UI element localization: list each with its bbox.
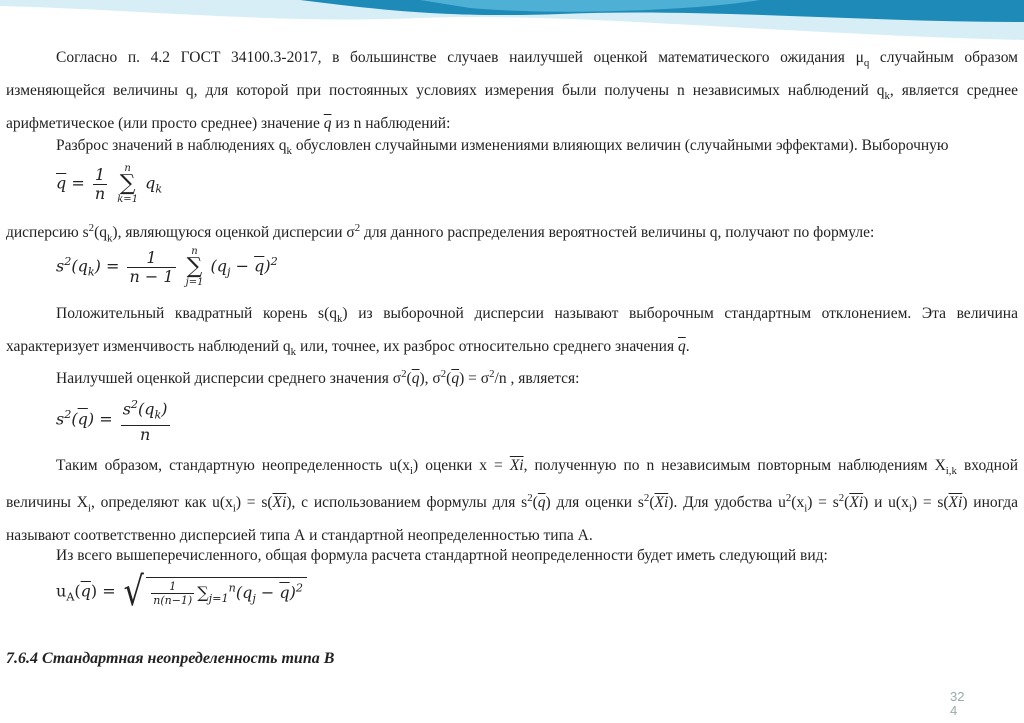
paragraph-2: Разброс значений в наблюдениях $q_k$ обусловлен случайными изменениями влияющих величин (случайными эффектами). Выборочную [56,137,949,158]
formula-uncertainty-type-a: $u_A(\overline{q})$ = √ $\frac{1}{n(n-1)}$ $\sum_{j=1}^n(q_j - \overline{q})^2$ [56,572,307,612]
formula-mean: $\overline{q}$ = $\frac{1}{n}$ n ∑ k=1 $q_k$ [56,163,163,205]
paragraph-6: Таким образом, стандартную неопределенность $u(x_i)$ оценки $x = \overline{Xi}$, полученную по n независимым повторным наблюдениям $X_{i,k}$ входной величины $X_i$, определяют как $u(x_i) = s(\overline{Xi})$, с использованием формулы для $s^2(\overline{q})$ для оценки $s^2(\overline{Xi})$. Для удобства $u^2(x_i) = s^2(\overline{Xi})$ и $u(x_i) = s(\overline{Xi})$ иногда называют соответственно дисперсией типа А и стандартной неопределенностью типа А. [6,457,1018,545]
section-heading: 7.6.4 Стандартная неопределенность типа В [6,650,335,667]
square-root: √ $\frac{1}{n(n-1)}$ $\sum_{j=1}^n(q_j - \overline{q})^2$ [121,572,307,612]
paragraph-4: Положительный квадратный корень $s(q_k)$ из выборочной дисперсии называют выборочным стандартным отклонением. Эта величина характеризует изменчивость наблюдений $q_k$ или, точнее, их разброс относительно среднего значения $\overline{q}$. [6,305,1018,359]
paragraph-7: Из всего вышеперечисленного, общая формула расчета стандартной неопределенности будет иметь следующий вид: [56,547,828,564]
formula-sample-variance: $s^2(q_k)$ = $\frac{1}{n - 1}$ n ∑ j=1 $(q_j - \overline{q})^2$ [56,246,278,288]
formula-variance-of-mean: $s^2(\overline{q})$ = $\frac{s^2(q_k)}{n}$ [56,398,168,444]
paragraph-1: Согласно п. 4.2 ГОСТ 34100.3-2017, в большинстве случаев наилучшей оценкой математического ожидания $\mu_q$ случайным образом изменяющейся величины q, для которой при постоянных условиях измерения были получены n независимых наблюдений $q_k$, является среднее арифметическое (или просто среднее) значение $\overline{q}$ из n наблюдений: [6,49,1018,133]
page-number: 32 4 [950,689,965,718]
paragraph-5: Наилучшей оценкой дисперсии среднего значения $\sigma^2(\overline{q})$, $\sigma^2(\overline{q}) = \sigma^2/n$ , является: [56,368,580,388]
paragraph-3: дисперсию $s^2(q_k)$, являющуюся оценкой дисперсии $\sigma^2$ для данного распределения вероятностей величины q, получают по формуле: [6,222,875,245]
